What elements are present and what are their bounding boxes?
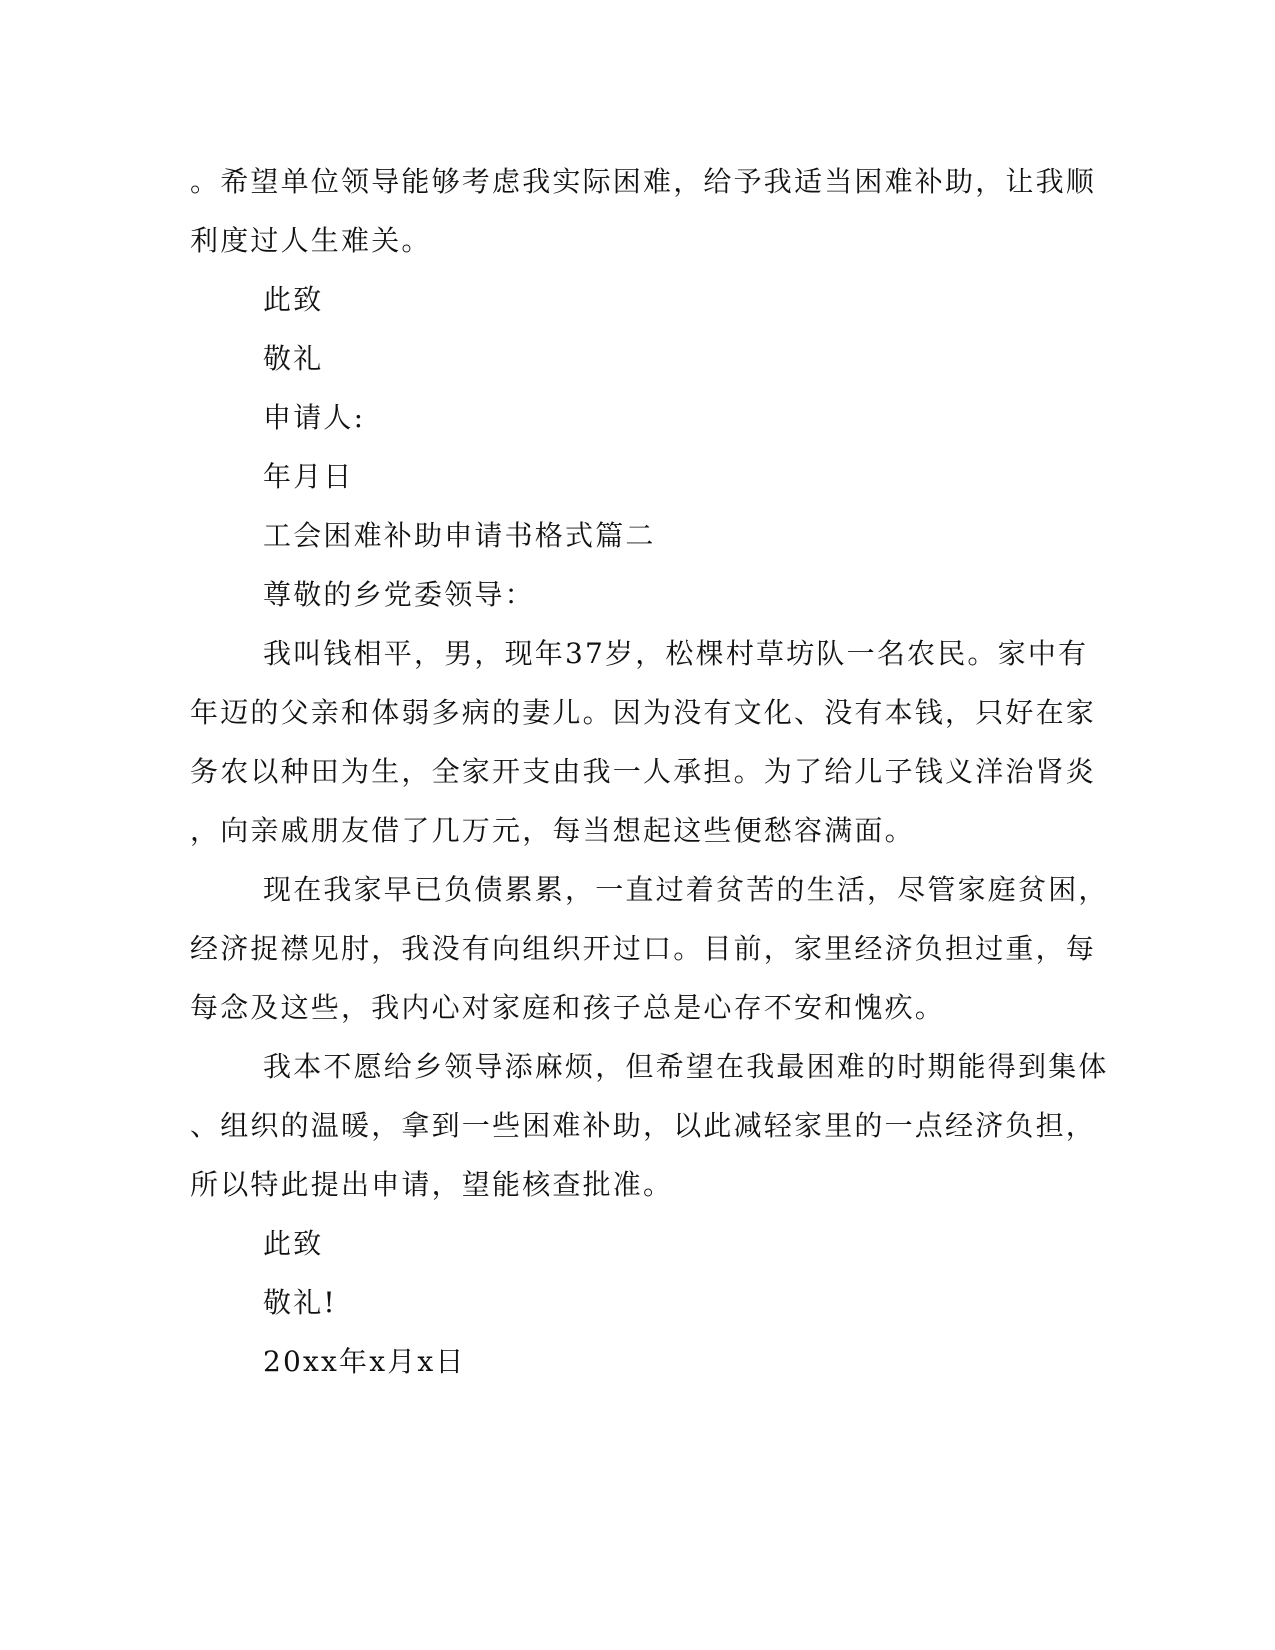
closing-line: 此致 — [263, 1227, 324, 1260]
body-line: 现在我家早已负债累累，一直过着贫苦的生活，尽管家庭贫困， — [263, 873, 1109, 906]
closing-line: 此致 — [263, 283, 324, 316]
body-line: 每念及这些，我内心对家庭和孩子总是心存不安和愧疚。 — [190, 991, 946, 1024]
body-line: 务农以种田为生，全家开支由我一人承担。为了给儿子钱义洋治肾炎 — [190, 755, 1097, 788]
body-line: 我叫钱相平，男，现年37岁，松棵村草坊队一名农民。家中有 — [263, 637, 1089, 670]
date-line: 年月日 — [263, 460, 354, 493]
body-line: 、组织的温暖，拿到一些困难补助，以此减轻家里的一点经济负担， — [190, 1109, 1097, 1142]
section-title: 工会困难补助申请书格式篇二 — [263, 519, 656, 552]
salutation-line: 敬礼! — [263, 1286, 337, 1319]
body-line: ，向亲戚朋友借了几万元，每当想起这些便愁容满面。 — [190, 814, 915, 847]
greeting-line: 尊敬的乡党委领导： — [263, 578, 535, 611]
salutation-line: 敬礼 — [263, 342, 324, 375]
body-line: 经济捉襟见肘，我没有向组织开过口。目前，家里经济负担过重，每 — [190, 932, 1097, 965]
body-line: 利度过人生难关。 — [190, 224, 432, 257]
body-line: 年迈的父亲和体弱多病的妻儿。因为没有文化、没有本钱，只好在家 — [190, 696, 1097, 729]
body-line: 所以特此提出申请，望能核查批准。 — [190, 1168, 674, 1201]
body-line: 我本不愿给乡领导添麻烦，但希望在我最困难的时期能得到集体 — [263, 1050, 1109, 1083]
date-line: 20xx年x月x日 — [263, 1345, 466, 1378]
applicant-line: 申请人: — [263, 401, 366, 434]
body-line: 。希望单位领导能够考虑我实际困难，给予我适当困难补助，让我顺 — [190, 165, 1097, 198]
